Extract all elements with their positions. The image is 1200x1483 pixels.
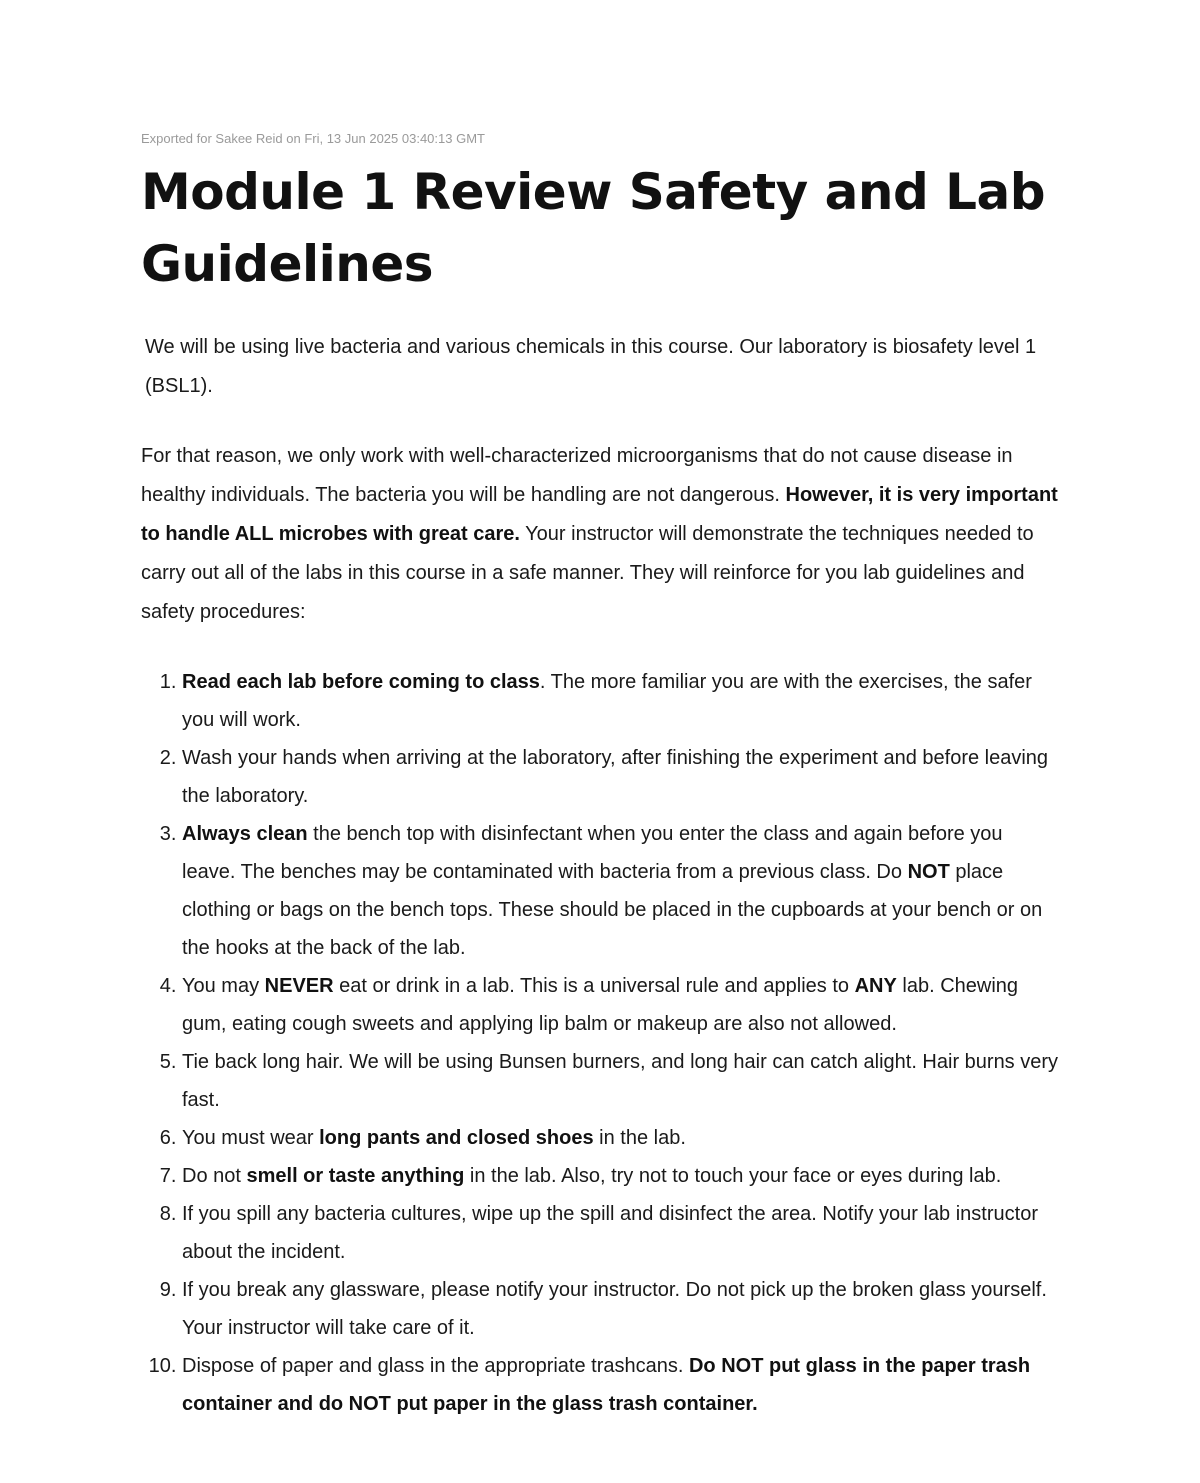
- list-item: [182, 1119, 1061, 1157]
- rule-bold: Read each lab before coming to class: [182, 671, 540, 693]
- context-bold-warning: However, it is very important to handle ALL microbes with great care.: [141, 484, 1058, 545]
- rule-text: If you break any glassware, please notify your instructor. Do not pick up the broken glass yourself. Your instructor will take care of it.: [182, 1279, 1047, 1339]
- rule-text: You must wear: [182, 1127, 320, 1149]
- rule-bold: ANY: [854, 975, 897, 997]
- rule-bold: Always clean: [182, 823, 308, 845]
- list-item: [182, 663, 1061, 739]
- rule-text: in the lab. Also, try not to touch your face or eyes during lab.: [464, 1165, 1002, 1187]
- page-title: Module 1 Review Safety and Lab Guidelines: [141, 163, 1046, 293]
- rule-bold: NEVER: [264, 975, 334, 997]
- rule-text: in the lab.: [593, 1127, 686, 1149]
- document-page: [141, 130, 1061, 1423]
- rule-text: eat or drink in a lab. This is a universal rule and applies to: [333, 975, 855, 997]
- rule-text: Dispose of paper and glass in the appropriate trashcans.: [182, 1355, 689, 1377]
- rule-text: the bench top with disinfectant when you enter the class and again before you leave. The benches may be contaminated with bacteria from a previous class. Do: [182, 823, 1003, 883]
- context-paragraph: [141, 437, 1061, 632]
- rule-bold: smell or taste anything: [246, 1165, 465, 1187]
- intro-paragraph: We will be using live bacteria and various chemicals in this course. Our laboratory is biosafety level 1 (BSL1).: [145, 336, 1037, 397]
- rule-bold: NOT: [907, 861, 950, 883]
- list-item: [182, 1347, 1061, 1423]
- rule-text: You may: [182, 975, 265, 997]
- rule-text: Do not: [182, 1165, 247, 1187]
- rule-text: . The more familiar you are with the exercises, the safer you will work.: [182, 671, 1032, 731]
- safety-rules-list: [141, 663, 1061, 1423]
- list-item: [182, 1043, 1061, 1119]
- rule-text: lab. Chewing gum, eating cough sweets and applying lip balm or makeup are also not allowed.: [182, 975, 1019, 1035]
- list-item: [182, 1195, 1061, 1271]
- list-item: [182, 1157, 1061, 1195]
- export-info: Exported for Sakee Reid on Fri, 13 Jun 2025 03:40:13 GMT: [141, 131, 485, 146]
- rule-bold: Do NOT put glass in the paper trash container and do NOT put paper in the glass trash container.: [182, 1355, 1031, 1415]
- list-item: [182, 815, 1061, 967]
- rule-text: If you spill any bacteria cultures, wipe up the spill and disinfect the area. Notify your lab instructor about the incident.: [182, 1203, 1038, 1263]
- rule-text: place clothing or bags on the bench tops. These should be placed in the cupboards at your bench or on the hooks at the back of the lab.: [182, 861, 1043, 959]
- list-item: [182, 967, 1061, 1043]
- context-text-1: For that reason, we only work with well-characterized microorganisms that do not cause disease in healthy individuals. The bacteria you will be handling are not dangerous.: [141, 445, 1013, 506]
- list-item: [182, 739, 1061, 815]
- list-item: [182, 1271, 1061, 1347]
- rule-bold: long pants and closed shoes: [319, 1127, 594, 1149]
- context-text-2: Your instructor will demonstrate the techniques needed to carry out all of the labs in this course in a safe manner. They will reinforce for you lab guidelines and safety procedures:: [141, 523, 1034, 623]
- rule-text: Tie back long hair. We will be using Bunsen burners, and long hair can catch alight. Hair burns very fast.: [182, 1051, 1059, 1111]
- rule-text: Wash your hands when arriving at the laboratory, after finishing the experiment and before leaving the laboratory.: [182, 747, 1049, 807]
